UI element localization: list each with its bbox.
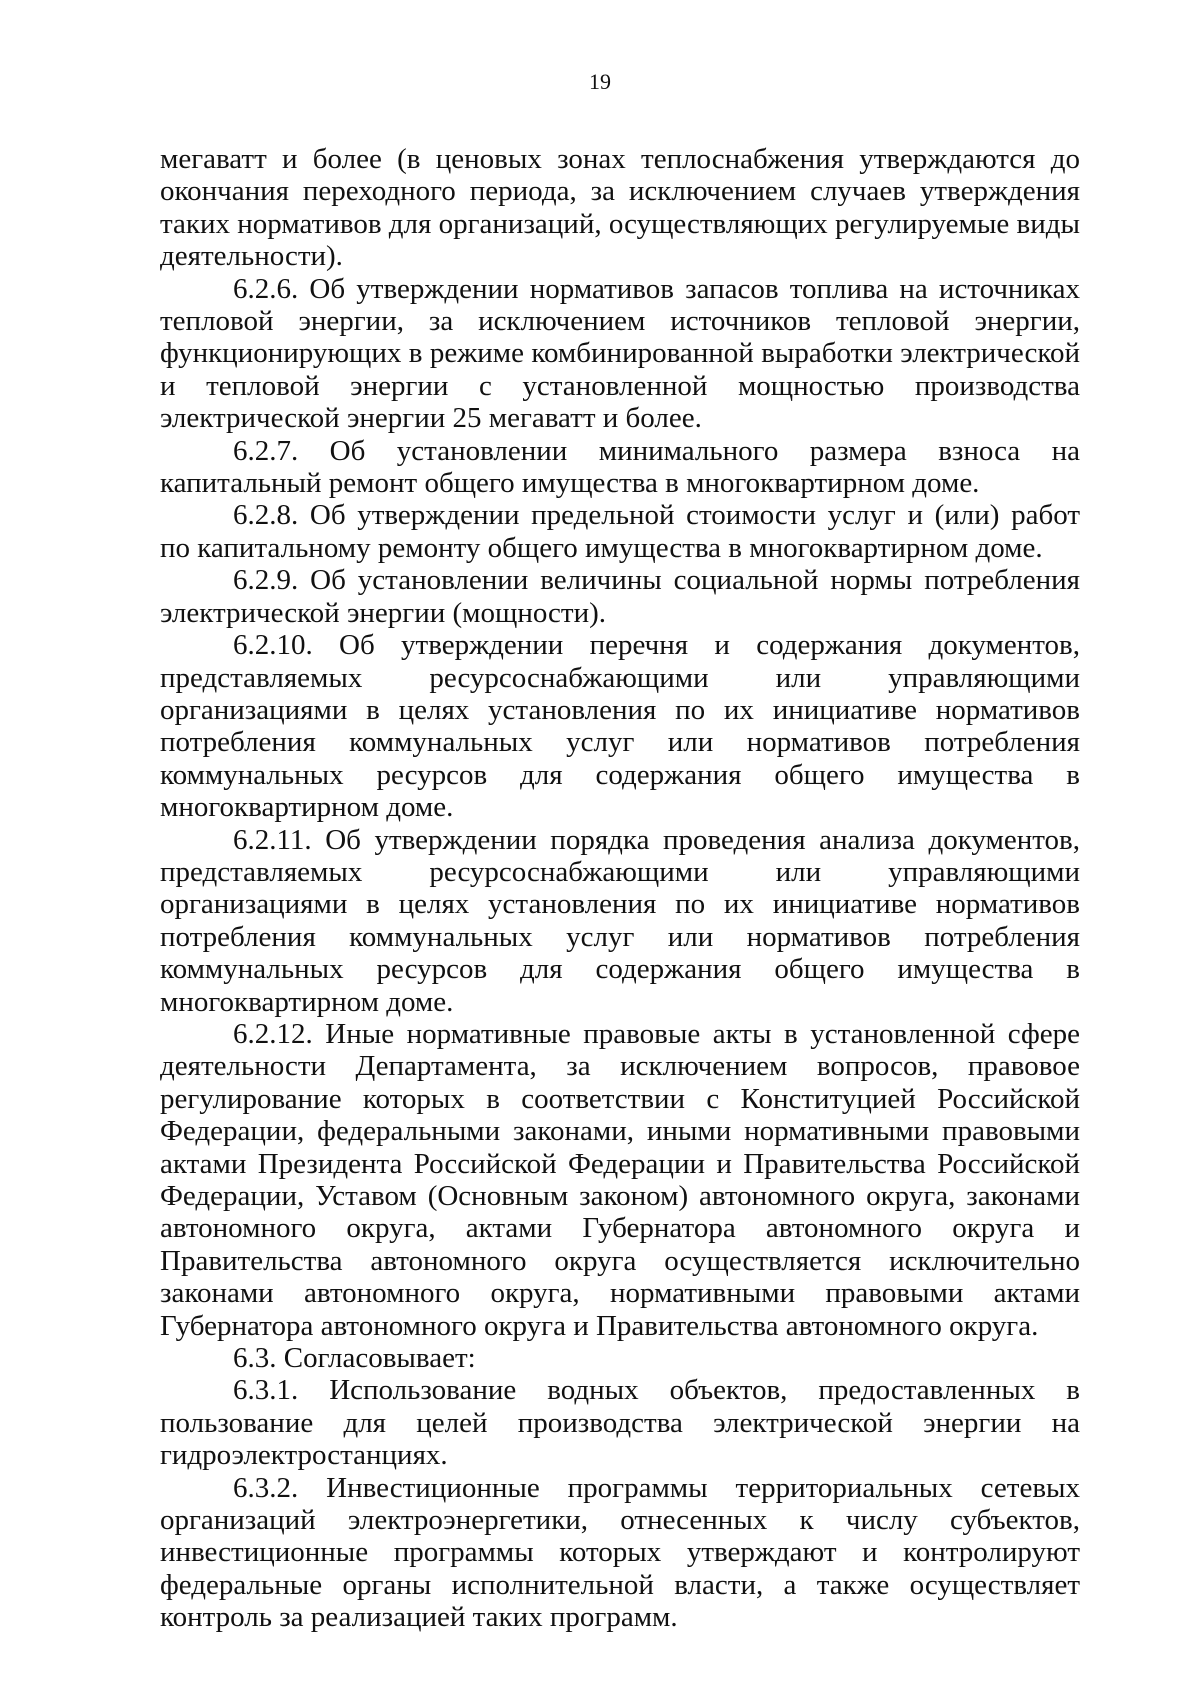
paragraph: 6.2.8. Об утверждении предельной стоимости услуг и (или) работ по капитальному ремонту общего имущества в многоквартирном доме. — [160, 499, 1080, 564]
paragraph: 6.2.10. Об утверждении перечня и содержания документов, представляемых ресурсоснабжающими или управляющими организациями в целях установления по их инициативе нормативов потребления коммунальных услуг или нормативов потребления коммунальных ресурсов для содержания общего имущества в многоквартирном доме. — [160, 629, 1080, 824]
paragraph: 6.2.9. Об установлении величины социальной нормы потребления электрической энергии (мощности). — [160, 564, 1080, 629]
paragraph: 6.2.12. Иные нормативные правовые акты в установленной сфере деятельности Департамента, за исключением вопросов, правовое регулирование которых в соответствии с Конституцией Российской Федерации, федеральными законами, иными нормативными правовыми актами Президента Российской Федерации и Правительства Российской Федерации, Уставом (Основным законом) автономного округа, законами автономного округа, актами Губернатора автономного округа и Правительства автономного округа осуществляется исключительно законами автономного округа, нормативными правовыми актами Губернатора автономного округа и Правительства автономного округа. — [160, 1017, 1080, 1342]
paragraph: 6.3.1. Использование водных объектов, предоставленных в пользование для целей производства электрической энергии на гидроэлектростанциях. — [160, 1374, 1080, 1472]
paragraph: 6.3.2. Инвестиционные программы территориальных сетевых организаций электроэнергетики, отнесенных к числу субъектов, инвестиционные программы которых утверждают и контролируют федеральные органы исполнительной власти, а также осуществляет контроль за реализацией таких программ. — [160, 1471, 1080, 1634]
page-number: 19 — [589, 69, 611, 94]
paragraph: 6.2.7. Об установлении минимального размера взноса на капитальный ремонт общего имущества в многоквартирном доме. — [160, 434, 1080, 500]
document-body — [160, 143, 1080, 1634]
paragraph: мегаватт и более (в ценовых зонах теплоснабжения утверждаются до окончания переходного периода, за исключением случаев утверждения таких нормативов для организаций, осуществляющих регулируемые виды деятельности). — [160, 143, 1080, 273]
paragraph: 6.3. Согласовывает: — [233, 1342, 476, 1375]
paragraph: 6.2.11. Об утверждении порядка проведения анализа документов, представляемых ресурсоснабжающими или управляющими организациями в целях установления по их инициативе нормативов потребления коммунальных услуг или нормативов потребления коммунальных ресурсов для содержания общего имущества в многоквартирном доме. — [160, 823, 1080, 1018]
paragraph: 6.2.6. Об утверждении нормативов запасов топлива на источниках тепловой энергии, за исключением источников тепловой энергии, функционирующих в режиме комбинированной выработки электрической и тепловой энергии с установленной мощностью производства электрической энергии 25 мегаватт и более. — [160, 272, 1080, 435]
